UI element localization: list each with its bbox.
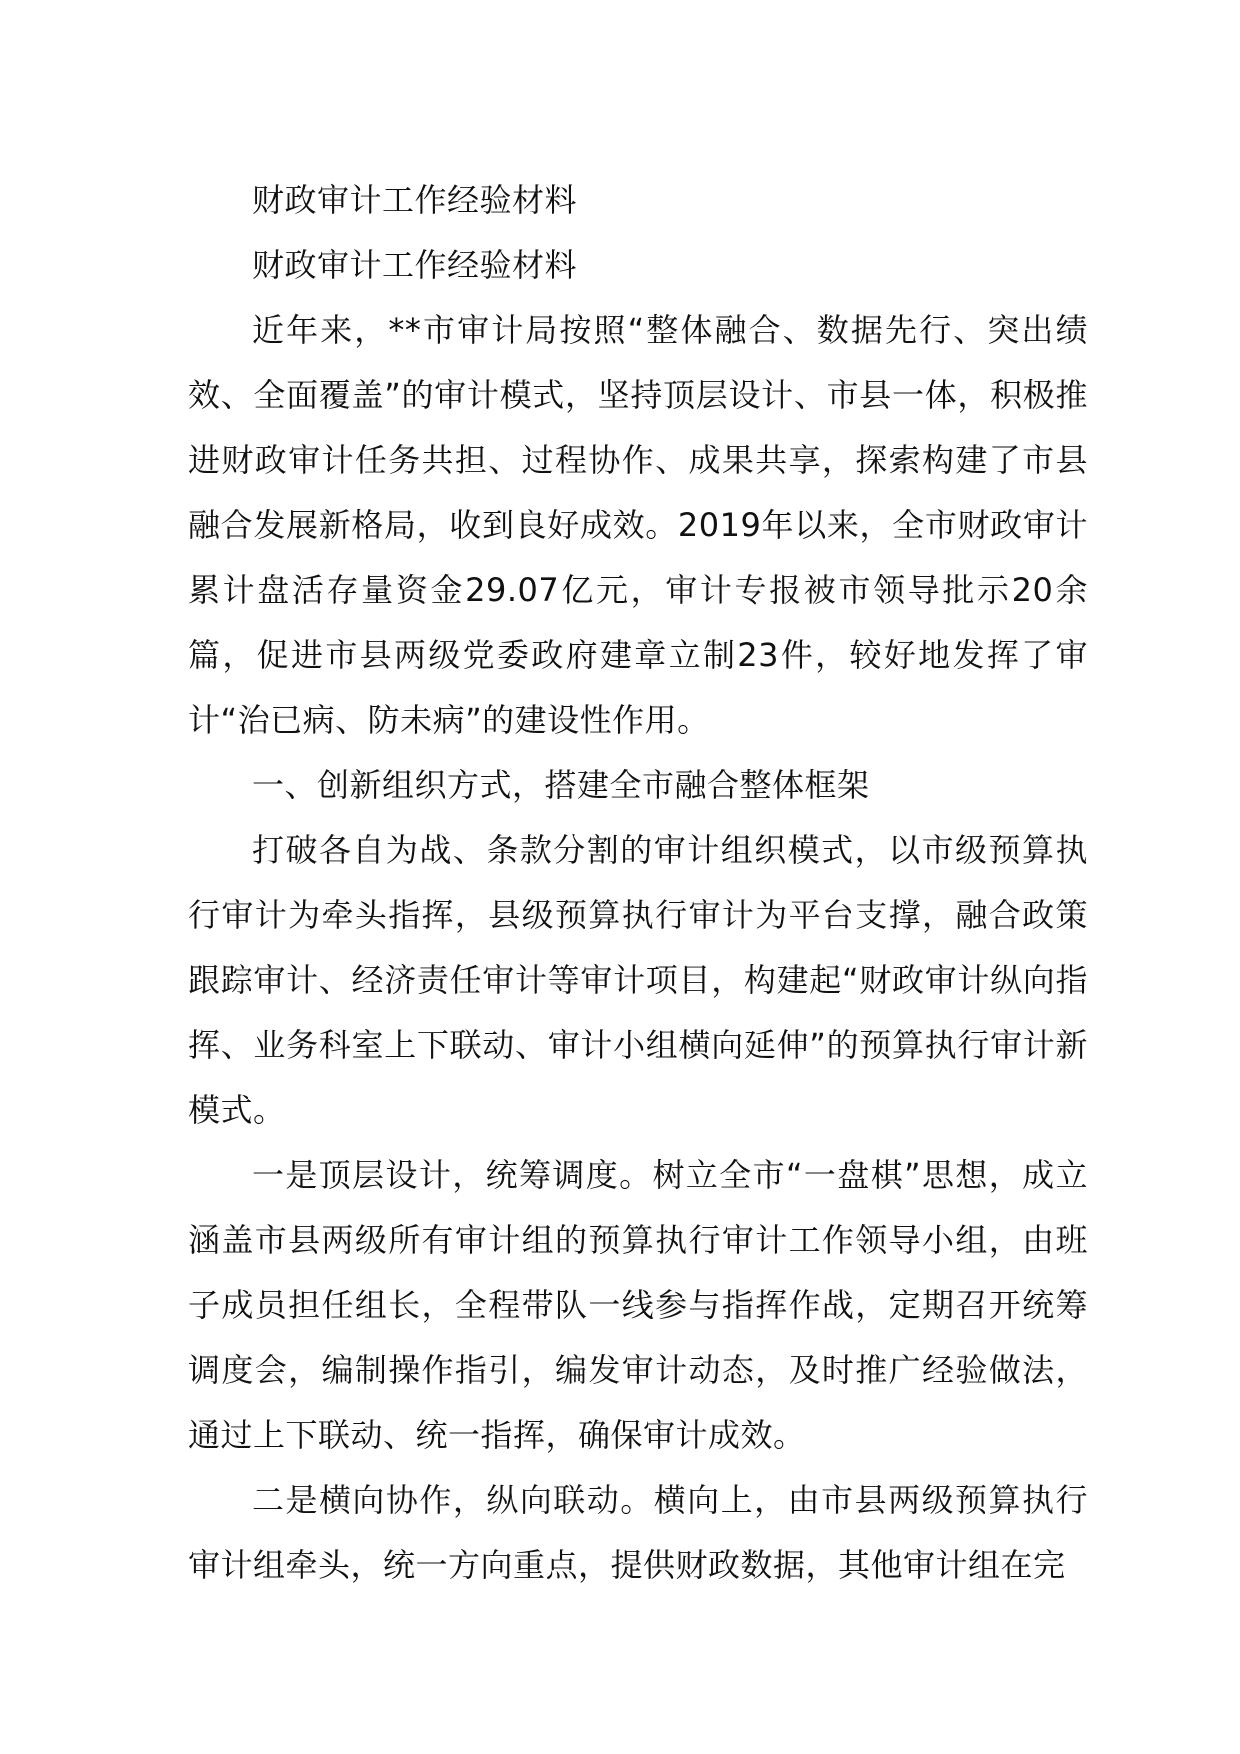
paragraph-point-1: 一是顶层设计，统筹调度。树立全市“一盘棋”思想，成立涵盖市县两级所有审计组的预算执行审计工作领导小组，由班子成员担任组长，全程带队一线参与指挥作战，定期召开统筹调度会，编制操作指引，编发审计动态，及时推广经验做法，通过上下联动、统一指挥，确保审计成效。 (188, 1156, 1088, 1454)
document-subtitle: 财政审计工作经验材料 (252, 246, 578, 284)
paragraph-intro: 近年来，**市审计局按照“整体融合、数据先行、突出绩效、全面覆盖”的审计模式，坚持顶层设计、市县一体，积极推进财政审计任务共担、过程协作、成果共享，探索构建了市县融合发展新格局，收到良好成效。2019年以来，全市财政审计累计盘活存量资金29.07亿元，审计专报被市领导批示20余篇，促进市县两级党委政府建章立制23件，较好地发挥了审计“治已病、防未病”的建设性作用。 (188, 311, 1088, 739)
paragraph-section-1: 打破各自为战、条款分割的审计组织模式，以市级预算执行审计为牵头指挥，县级预算执行审计为平台支撑，融合政策跟踪审计、经济责任审计等审计项目，构建起“财政审计纵向指挥、业务科室上下联动、审计小组横向延伸”的预算执行审计新模式。 (188, 831, 1088, 1129)
document-body (188, 168, 1088, 1598)
document-title: 财政审计工作经验材料 (252, 181, 578, 219)
section-heading-1: 一、创新组织方式，搭建全市融合整体框架 (252, 766, 870, 804)
paragraph-point-2: 二是横向协作，纵向联动。横向上，由市县两级预算执行审计组牵头，统一方向重点，提供财政数据，其他审计组在完 (188, 1481, 1088, 1584)
